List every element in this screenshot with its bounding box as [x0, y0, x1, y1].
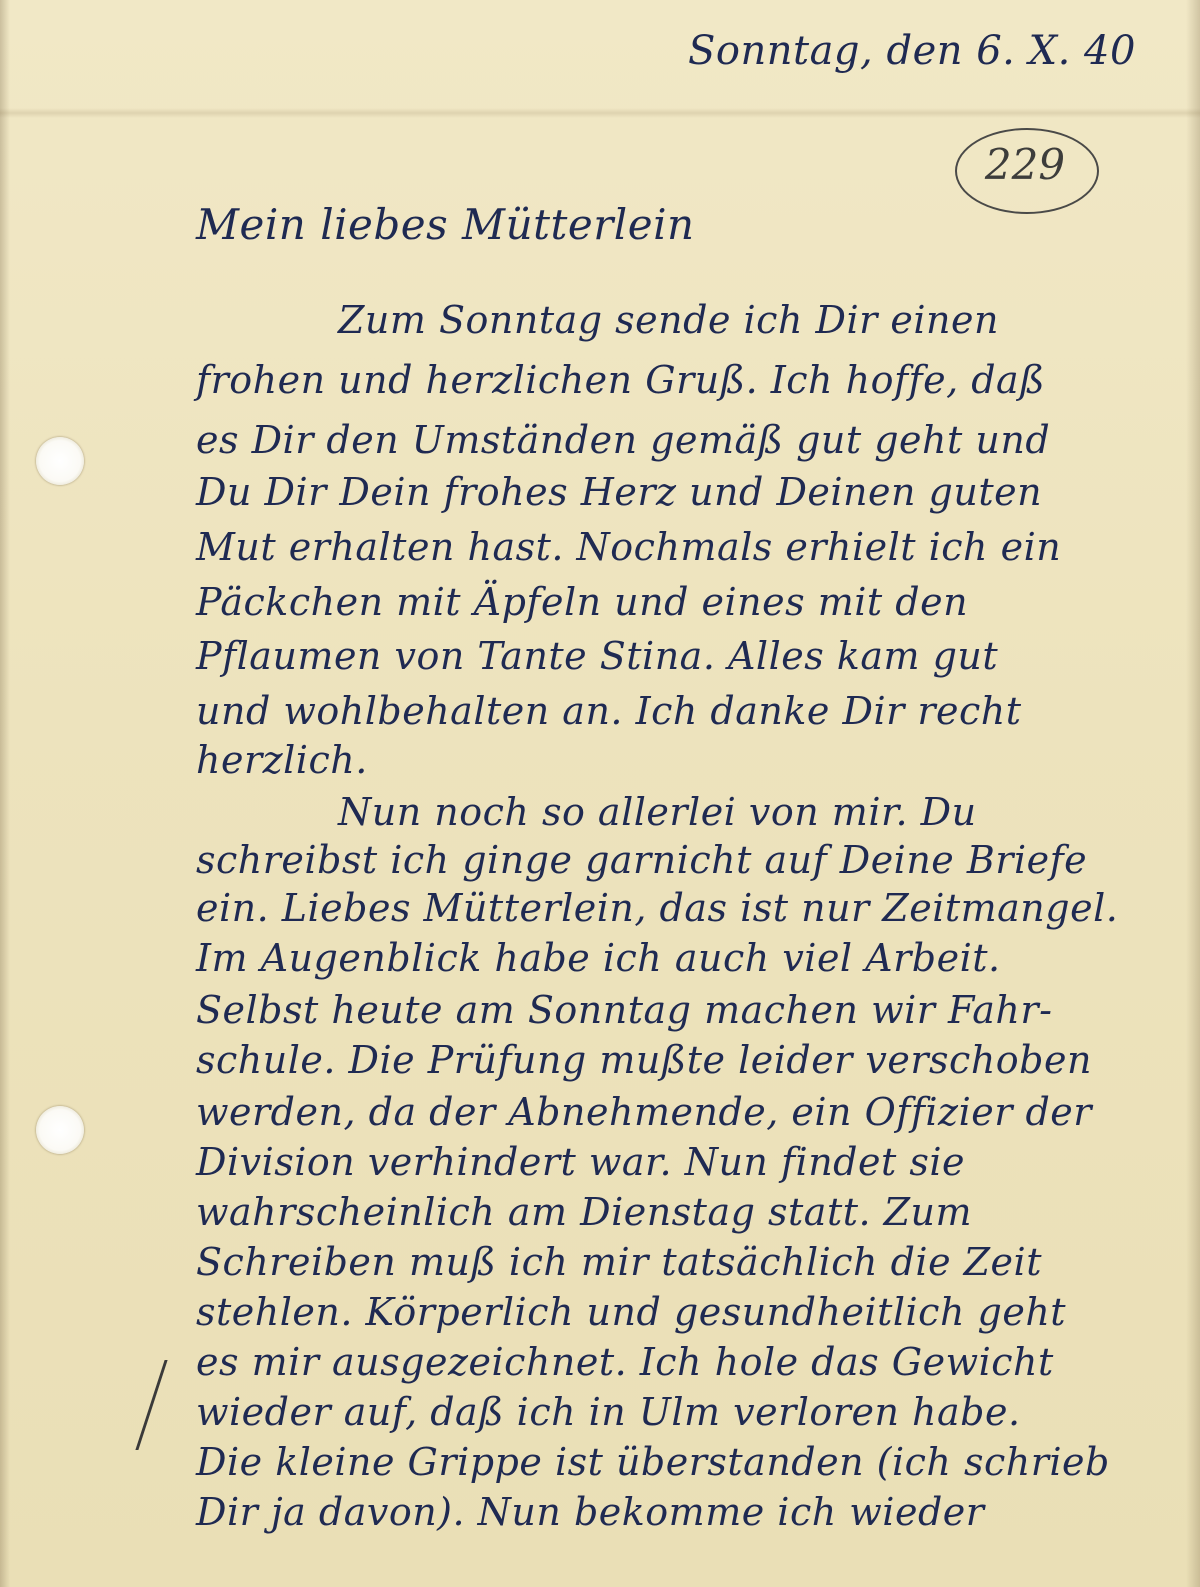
reference-number: 229 — [984, 140, 1066, 189]
letter-line: Du Dir Dein frohes Herz und Deinen guten — [196, 470, 1043, 514]
paper-fold-line — [0, 108, 1200, 118]
letter-line: schreibst ich ginge garnicht auf Deine Briefe — [196, 838, 1088, 882]
letter-line: Dir ja davon). Nun bekomme ich wieder — [196, 1490, 985, 1534]
punch-hole-bottom — [36, 1106, 84, 1154]
paper-edge-shadow-left — [0, 0, 10, 1587]
punch-hole-top — [36, 437, 84, 485]
letter-line: Im Augenblick habe ich auch viel Arbeit. — [196, 936, 1001, 980]
letter-line: und wohlbehalten an. Ich danke Dir recht — [196, 689, 1022, 733]
letter-date: Sonntag, den 6. X. 40 — [688, 28, 1136, 74]
salutation: Mein liebes Mütterlein — [196, 200, 695, 249]
letter-line: es Dir den Umständen gemäß gut geht und — [196, 418, 1051, 462]
letter-line: schule. Die Prüfung mußte leider verschoben — [196, 1038, 1092, 1082]
letter-line: wieder auf, daß ich in Ulm verloren habe. — [196, 1390, 1021, 1434]
letter-line: Mut erhalten hast. Nochmals erhielt ich ein — [196, 525, 1062, 569]
letter-line: Division verhindert war. Nun findet sie — [196, 1140, 965, 1184]
letter-line: ein. Liebes Mütterlein, das ist nur Zeitmangel. — [196, 886, 1119, 930]
letter-line: Die kleine Grippe ist überstanden (ich schrieb — [196, 1440, 1110, 1484]
letter-line: stehlen. Körperlich und gesundheitlich geht — [196, 1290, 1067, 1334]
letter-line: Pflaumen von Tante Stina. Alles kam gut — [196, 634, 999, 678]
letter-line: Zum Sonntag sende ich Dir einen — [338, 298, 999, 342]
letter-line: Selbst heute am Sonntag machen wir Fahr- — [196, 988, 1053, 1032]
letter-line: frohen und herzlichen Gruß. Ich hoffe, daß — [196, 358, 1046, 402]
letter-line: werden, da der Abnehmende, ein Offizier der — [196, 1090, 1092, 1134]
letter-line: herzlich. — [196, 738, 368, 782]
letter-line: es mir ausgezeichnet. Ich hole das Gewicht — [196, 1340, 1054, 1384]
letter-line: Schreiben muß ich mir tatsächlich die Zeit — [196, 1240, 1042, 1284]
paper-edge-shadow-right — [1186, 0, 1200, 1587]
letter-line: Päckchen mit Äpfeln und eines mit den — [196, 580, 969, 624]
letter-line: Nun noch so allerlei von mir. Du — [338, 790, 977, 834]
letter-line: wahrscheinlich am Dienstag statt. Zum — [196, 1190, 973, 1234]
